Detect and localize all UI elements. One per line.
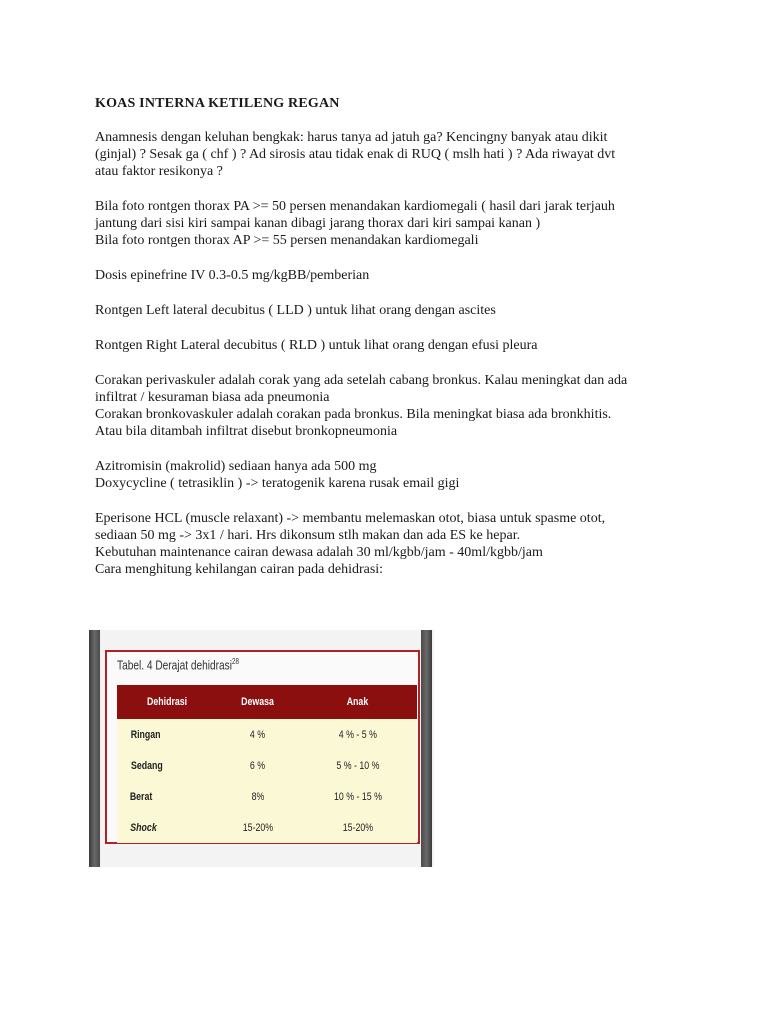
dehydration-table-image	[89, 630, 434, 867]
header-dehidrasi	[117, 685, 217, 719]
paragraph-eperisone	[95, 510, 695, 578]
text-line: Bila foto rontgen thorax PA >= 50 persen menandakan kardiomegali ( hasil dari jarak terjauh	[95, 199, 615, 214]
table-caption-ref: 28	[231, 657, 239, 666]
text-line: Corakan perivaskuler adalah corak yang ada setelah cabang bronkus. Kalau meningkat dan ada	[95, 373, 628, 388]
cell-text: Sedang	[130, 759, 163, 772]
cell-adult	[217, 750, 299, 781]
header-anak	[299, 685, 417, 719]
text-line: jantung dari sisi kiri sampai kanan dibagi jarang thorax dari kiri sampai kanan )	[95, 216, 541, 231]
cell-text: 15-20%	[242, 821, 273, 834]
cell-degree	[117, 719, 217, 750]
cell-child	[299, 719, 417, 750]
text-line: sediaan 50 mg -> 3x1 / hari. Hrs dikonsum stlh makan dan ada ES ke hepar.	[95, 528, 521, 543]
paragraph-rld	[95, 337, 695, 354]
cell-text: Shock	[130, 821, 157, 834]
header-dehidrasi-text: Dehidrasi	[146, 696, 187, 708]
image-edge-right	[421, 630, 432, 867]
header-dewasa	[217, 685, 299, 719]
text-line: Kebutuhan maintenance cairan dewasa adalah 30 ml/kgbb/jam - 40ml/kgbb/jam	[95, 545, 543, 560]
cell-degree	[117, 812, 217, 843]
cell-text: 15-20%	[342, 821, 374, 834]
text-line: Dosis epinefrine IV 0.3-0.5 mg/kgBB/pemberian	[95, 268, 370, 283]
table-caption-text: Tabel. 4 Derajat dehidrasi	[117, 657, 232, 673]
cell-text: 4 % - 5 %	[338, 728, 377, 741]
text-line: Anamnesis dengan keluhan bengkak: harus tanya ad jatuh ga? Kencingny banyak atau dikit	[95, 130, 608, 145]
cell-text: 10 % - 15 %	[333, 790, 382, 803]
paragraph-anamnesis	[95, 129, 695, 180]
cell-child	[299, 812, 417, 843]
text-line: Atau bila ditambah infiltrat disebut bronkopneumonia	[95, 424, 398, 439]
text-line: Doxycycline ( tetrasiklin ) -> teratogenik karena rusak email gigi	[95, 476, 460, 491]
cell-child	[299, 750, 417, 781]
paragraph-lld	[95, 302, 695, 319]
cell-text: 4 %	[250, 728, 266, 741]
table-row	[117, 750, 417, 781]
cell-adult	[217, 812, 299, 843]
table-header-row	[117, 685, 417, 719]
table-row	[117, 781, 417, 812]
text-line: Eperisone HCL (muscle relaxant) -> membantu melemaskan otot, biasa untuk spasme otot,	[95, 511, 606, 526]
cell-text: 5 % - 10 %	[336, 759, 380, 772]
cell-child	[299, 781, 417, 812]
table-row	[117, 719, 417, 750]
table-frame	[105, 650, 420, 844]
text-line: (ginjal) ? Sesak ga ( chf ) ? Ad sirosis atau tidak enak di RUQ ( mslh hati ) ? Ada riwayat dvt	[95, 147, 616, 162]
table-caption	[117, 657, 239, 672]
text-line: atau faktor resikonya ?	[95, 164, 223, 179]
text-line: Bila foto rontgen thorax AP >= 55 persen menandakan kardiomegali	[95, 233, 479, 248]
header-anak-text: Anak	[347, 696, 369, 708]
paragraph-rontgen-thorax	[95, 198, 695, 249]
cell-text: Ringan	[130, 728, 161, 741]
cell-degree	[117, 750, 217, 781]
table-row	[117, 812, 417, 843]
text-line: infiltrat / kesuraman biasa ada pneumonia	[95, 390, 330, 405]
cell-adult	[217, 781, 299, 812]
text-line: Rontgen Right Lateral decubitus ( RLD ) untuk lihat orang dengan efusi pleura	[95, 338, 538, 353]
text-line: Corakan bronkovaskuler adalah corakan pada bronkus. Bila meningkat biasa ada bronkhitis.	[95, 407, 612, 422]
paragraph-epinefrine	[95, 267, 695, 284]
cell-text: Berat	[129, 790, 153, 803]
text-line: Rontgen Left lateral decubitus ( LLD ) untuk lihat orang dengan ascites	[95, 303, 496, 318]
document-body	[95, 95, 695, 596]
image-edge-left	[89, 630, 100, 867]
cell-text: 8%	[251, 790, 265, 803]
paragraph-antibiotik	[95, 458, 695, 492]
cell-degree	[117, 781, 217, 812]
dehydration-table	[117, 685, 417, 843]
text-line: Azitromisin (makrolid) sediaan hanya ada 500 mg	[95, 459, 377, 474]
text-line: Cara menghitung kehilangan cairan pada dehidrasi:	[95, 562, 384, 577]
paragraph-corakan	[95, 372, 695, 440]
cell-adult	[217, 719, 299, 750]
cell-text: 6 %	[250, 759, 266, 772]
document-title: KOAS INTERNA KETILENG REGAN	[95, 96, 340, 111]
header-dewasa-text: Dewasa	[241, 696, 275, 708]
